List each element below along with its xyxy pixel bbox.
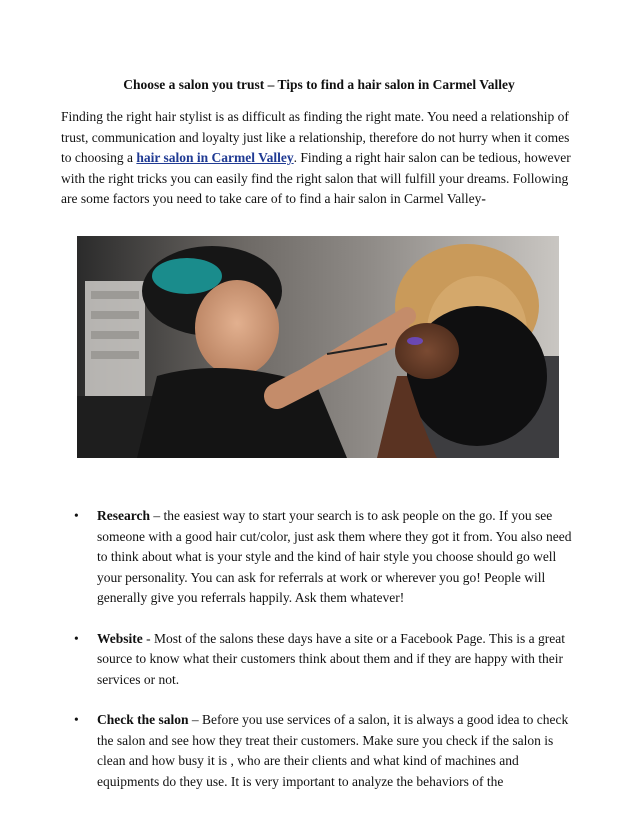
page-title: Choose a salon you trust – Tips to find a hair salon in Carmel Valley [123, 77, 515, 92]
intro-trailing-dash: - [481, 191, 486, 206]
salon-makeup-photo [77, 236, 559, 458]
bullet-glyph: • [74, 630, 79, 646]
bullet-text-website: - Most of the salons these days have a site or a Facebook Page. This is a great source to know what their customers think about them and if they are happy with their services or not. [97, 630, 566, 687]
bullet-text-research: – the easiest way to start your search is to ask people on the go. If you see someone with a good hair cut/color, just ask them where they got it from. You also need to think about what is your style and the kind of hair style you choose should go well your personality. You can ask for referrals at work or wherever you go! People will generally give you referrals happily. Ask them whatever! [97, 508, 572, 605]
bullet-glyph: • [74, 712, 79, 727]
hair-salon-link[interactable]: hair salon in Carmel Valley [136, 150, 294, 165]
bullet-term-website: Website [97, 630, 143, 646]
list-item [61, 506, 581, 609]
bullet-text-check-salon: – Before you use services of a salon, it is always a good idea to check the salon and see how they treat their customers. Make sure you check if the salon is clean and how busy it is , who are their clients and what kind of machines and equipments do they use. It is very important to analyze the behaviors of the [97, 712, 569, 789]
bullet-term-check-salon: Check the salon [97, 712, 189, 727]
intro-text-before-link: Finding the right hair stylist is as difficult as finding the right mate. You need a relationship of trust, communication and loyalty just like a relationship, therefore do not hurry when it comes to choosing a [61, 109, 570, 165]
intro-text-after-link: . Finding a right hair salon can be tedious, however with the right tricks you can easily find the right salon that will fulfill your dreams. Following are some factors you need to take care of to find a hair salon in Carmel Valley [61, 150, 571, 206]
tips-list [61, 506, 581, 812]
list-item [61, 710, 581, 792]
intro-paragraph [61, 107, 581, 210]
bullet-term-research: Research [97, 508, 150, 523]
list-item [61, 629, 581, 691]
salon-photo-illustration [77, 236, 559, 458]
bullet-glyph: • [74, 508, 79, 523]
